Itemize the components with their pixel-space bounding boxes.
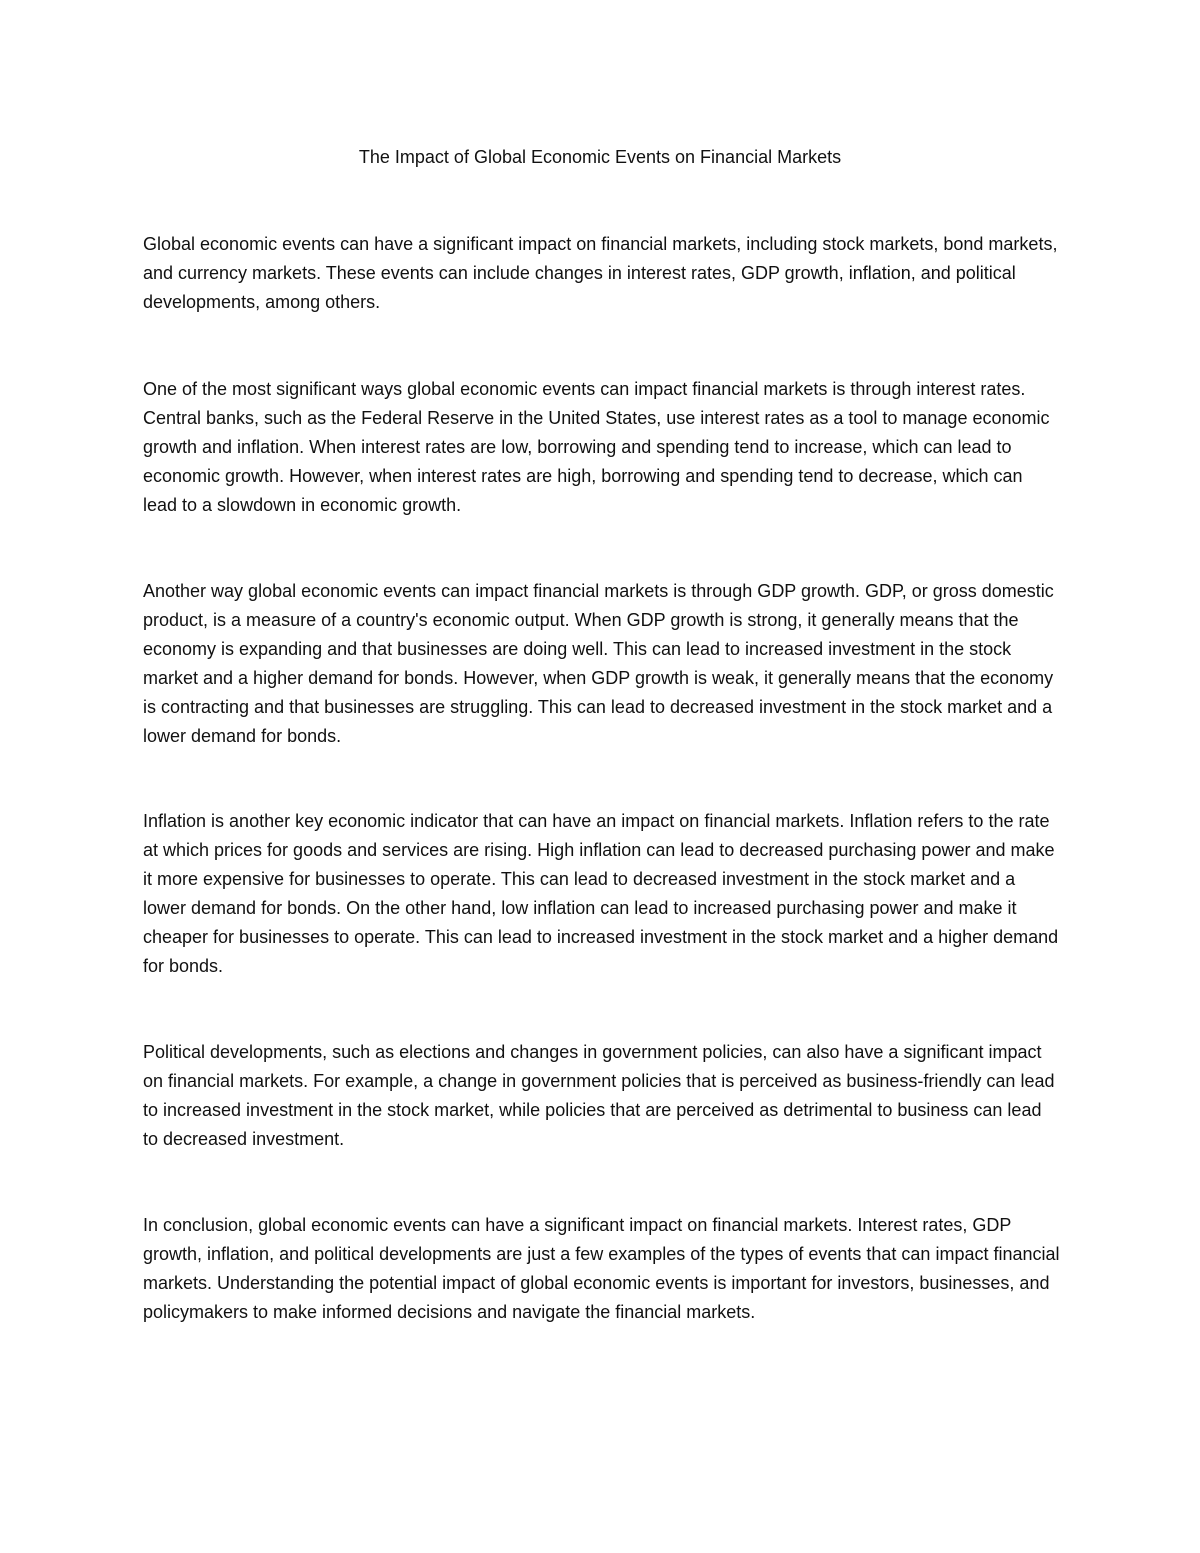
paragraph-gdp-growth: Another way global economic events can impact financial markets is through GDP growth. GDP, or gross domestic product, is a measure of a country's economic output. When GDP growth is strong, it generally means that the economy is expanding and that businesses are doing well. This can lead to increased investment in the stock market and a higher demand for bonds. However, when GDP growth is weak, it generally means that the economy is contracting and that businesses are struggling. This can lead to decreased investment in the stock market and a lower demand for bonds. — [143, 581, 1054, 746]
document-title: The Impact of Global Economic Events on Financial Markets — [358, 147, 842, 167]
paragraph-interest-rates: One of the most significant ways global economic events can impact financial markets is through interest rates. Central banks, such as the Federal Reserve in the United States, use interest rates as a tool to manage economic growth and inflation. When interest rates are low, borrowing and spending tend to increase, which can lead to economic growth. However, when interest rates are high, borrowing and spending tend to decrease, which can lead to a slowdown in economic growth. — [143, 379, 1050, 515]
paragraph-conclusion: In conclusion, global economic events can have a significant impact on financial markets. Interest rates, GDP growth, inflation, and political developments are just a few examples of the types of events that can impact financial markets. Understanding the potential impact of global economic events is important for investors, businesses, and policymakers to make informed decisions and navigate the financial markets. — [143, 1215, 1060, 1322]
paragraph-introduction: Global economic events can have a significant impact on financial markets, including stock markets, bond markets, and currency markets. These events can include changes in interest rates, GDP growth, inflation, and political developments, among others. — [143, 234, 1058, 312]
paragraph-inflation: Inflation is another key economic indicator that can have an impact on financial markets. Inflation refers to the rate at which prices for goods and services are rising. High inflation can lead to decreased purchasing power and make it more expensive for businesses to operate. This can lead to decreased investment in the stock market and a lower demand for bonds. On the other hand, low inflation can lead to increased purchasing power and make it cheaper for businesses to operate. This can lead to increased investment in the stock market and a higher demand for bonds. — [143, 811, 1059, 976]
paragraph-political-developments: Political developments, such as elections and changes in government policies, can also have a significant impact on financial markets. For example, a change in government policies that is perceived as business-friendly can lead to increased investment in the stock market, while policies that are perceived as detrimental to business can lead to decreased investment. — [143, 1042, 1055, 1149]
